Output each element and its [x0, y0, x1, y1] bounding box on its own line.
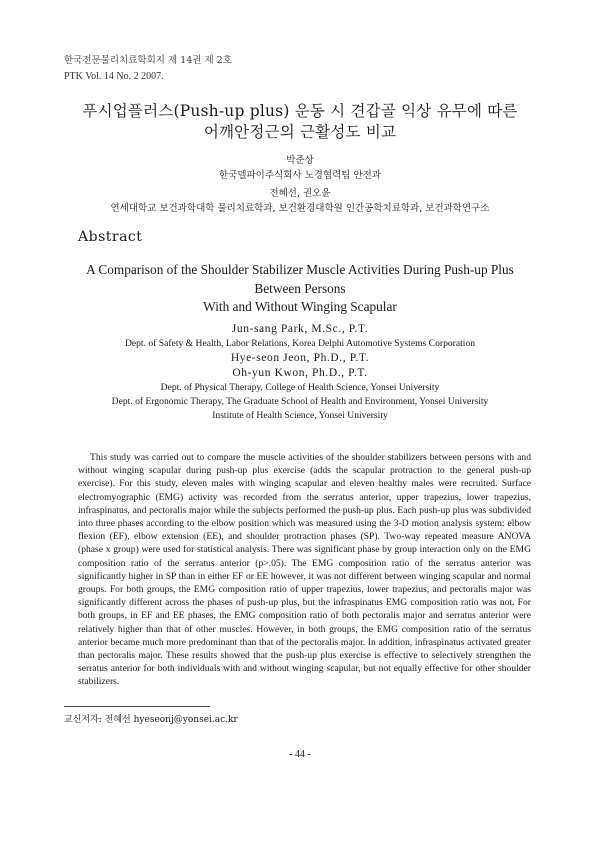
journal-header — [64, 53, 232, 85]
korean-title-line-1: 푸시업플러스(Push-up plus) 운동 시 견갑골 익상 유무에 따른 — [82, 102, 518, 120]
english-affiliation-4: Institute of Health Science, Yonsei University — [212, 410, 388, 421]
english-title-line-1: A Comparison of the Shoulder Stabilizer Muscle Activities During Push-up Plus — [86, 262, 514, 277]
page-number: - 44 - — [289, 749, 311, 760]
korean-author-name: 박준상 — [286, 155, 314, 166]
abstract-heading: Abstract — [78, 229, 143, 245]
footnote-divider — [64, 706, 210, 707]
korean-author-affiliation: 한국델파이주식회사 노경협력팀 안전과 — [218, 170, 382, 181]
korean-author-2 — [0, 186, 600, 216]
corresponding-author-footnote: 교신저자: 전혜선 hyeseonj@yonsei.ac.kr — [64, 715, 238, 725]
english-author-1: Jun-sang Park, M.Sc., P.T. — [231, 323, 369, 335]
english-affiliation-1: Dept. of Safety & Health, Labor Relations, Korea Delphi Automotive Systems Corporation — [124, 338, 476, 349]
english-affiliation-2: Dept. of Physical Therapy, College of Health Science, Yonsei University — [160, 382, 440, 393]
korean-author-1 — [0, 153, 600, 183]
english-authors — [0, 322, 600, 423]
english-title — [0, 261, 600, 317]
korean-title — [0, 101, 600, 143]
english-affiliation-3: Dept. of Ergonomic Therapy, The Graduate School of Health and Environment, Yonsei University — [111, 396, 489, 407]
english-author-2: Hye-seon Jeon, Ph.D., P.T. — [230, 352, 370, 364]
abstract-body: This study was carried out to compare the muscle activities of the shoulder stabilizers between persons with and without winging scapular during push-up plus exercise (adds the scapular protraction to the general push-up exercise). For this study, eleven males with winging scapular and eleven healthy males were recruited. Surface electromyographic (EMG) activity was recorded from the serratus anterior, upper trapezius, lower trapezius, infraspinatus, and pectoralis major while the subjects performed the push-up plus. Each push-up plus was subdivided into three phases according to the elbow position which was measured using the 3-D motion analysis system: elbow flexion (EF), elbow extension (EE), and shoulder protraction phases (SP). Two-way repeated measure ANOVA (phase x group) were used for statistical analysis. There was significant phase by group interaction only on the EMG composition ratio of the serratus anterior (p>.05). The EMG composition ratio of the serratus anterior was significantly higher in SP than in either EF or EE however, it was not different between winging scapular and normal groups. For both groups, the EMG composition ratio of upper trapezius, lower trapezius, and pectoralis major was significantly different across the phases of push-up plus, but the infraspinatus EMG composition ratio was not. For both groups, in EF and EE phases, the EMG composition ratio of both pectoralis major and serratus anterior were relatively higher than that of other muscles. However, in both groups, the EMG composition ratio of the serratus anterior became much more predominant than that of the pectoralis major. In addition, infraspinatus activated greater than pectoralis major. These results showed that the push-up plus exercise is effective to selectively strengthen the serratus anterior for both individuals with and without winging scapular, but not equally effective for other shoulder stabilizers. — [78, 452, 531, 688]
english-author-3: Oh-yun Kwon, Ph.D., P.T. — [232, 367, 368, 379]
journal-name: 한국전문물리치료학회지 제 14권 제 2호 — [64, 55, 232, 66]
korean-title-line-2: 어깨안정근의 근활성도 비교 — [203, 123, 397, 141]
english-title-line-2: Between Persons — [254, 280, 346, 296]
english-title-line-3: With and Without Winging Scapular — [203, 299, 397, 314]
korean-author-affiliation: 연세대학교 보건과학대학 물리치료학과, 보건환경대학원 인간공학치료학과, 보건과학연구소 — [110, 203, 490, 214]
journal-volume: PTK Vol. 14 No. 2 2007. — [64, 71, 164, 82]
korean-author-name: 전혜선, 권오윤 — [269, 188, 331, 199]
